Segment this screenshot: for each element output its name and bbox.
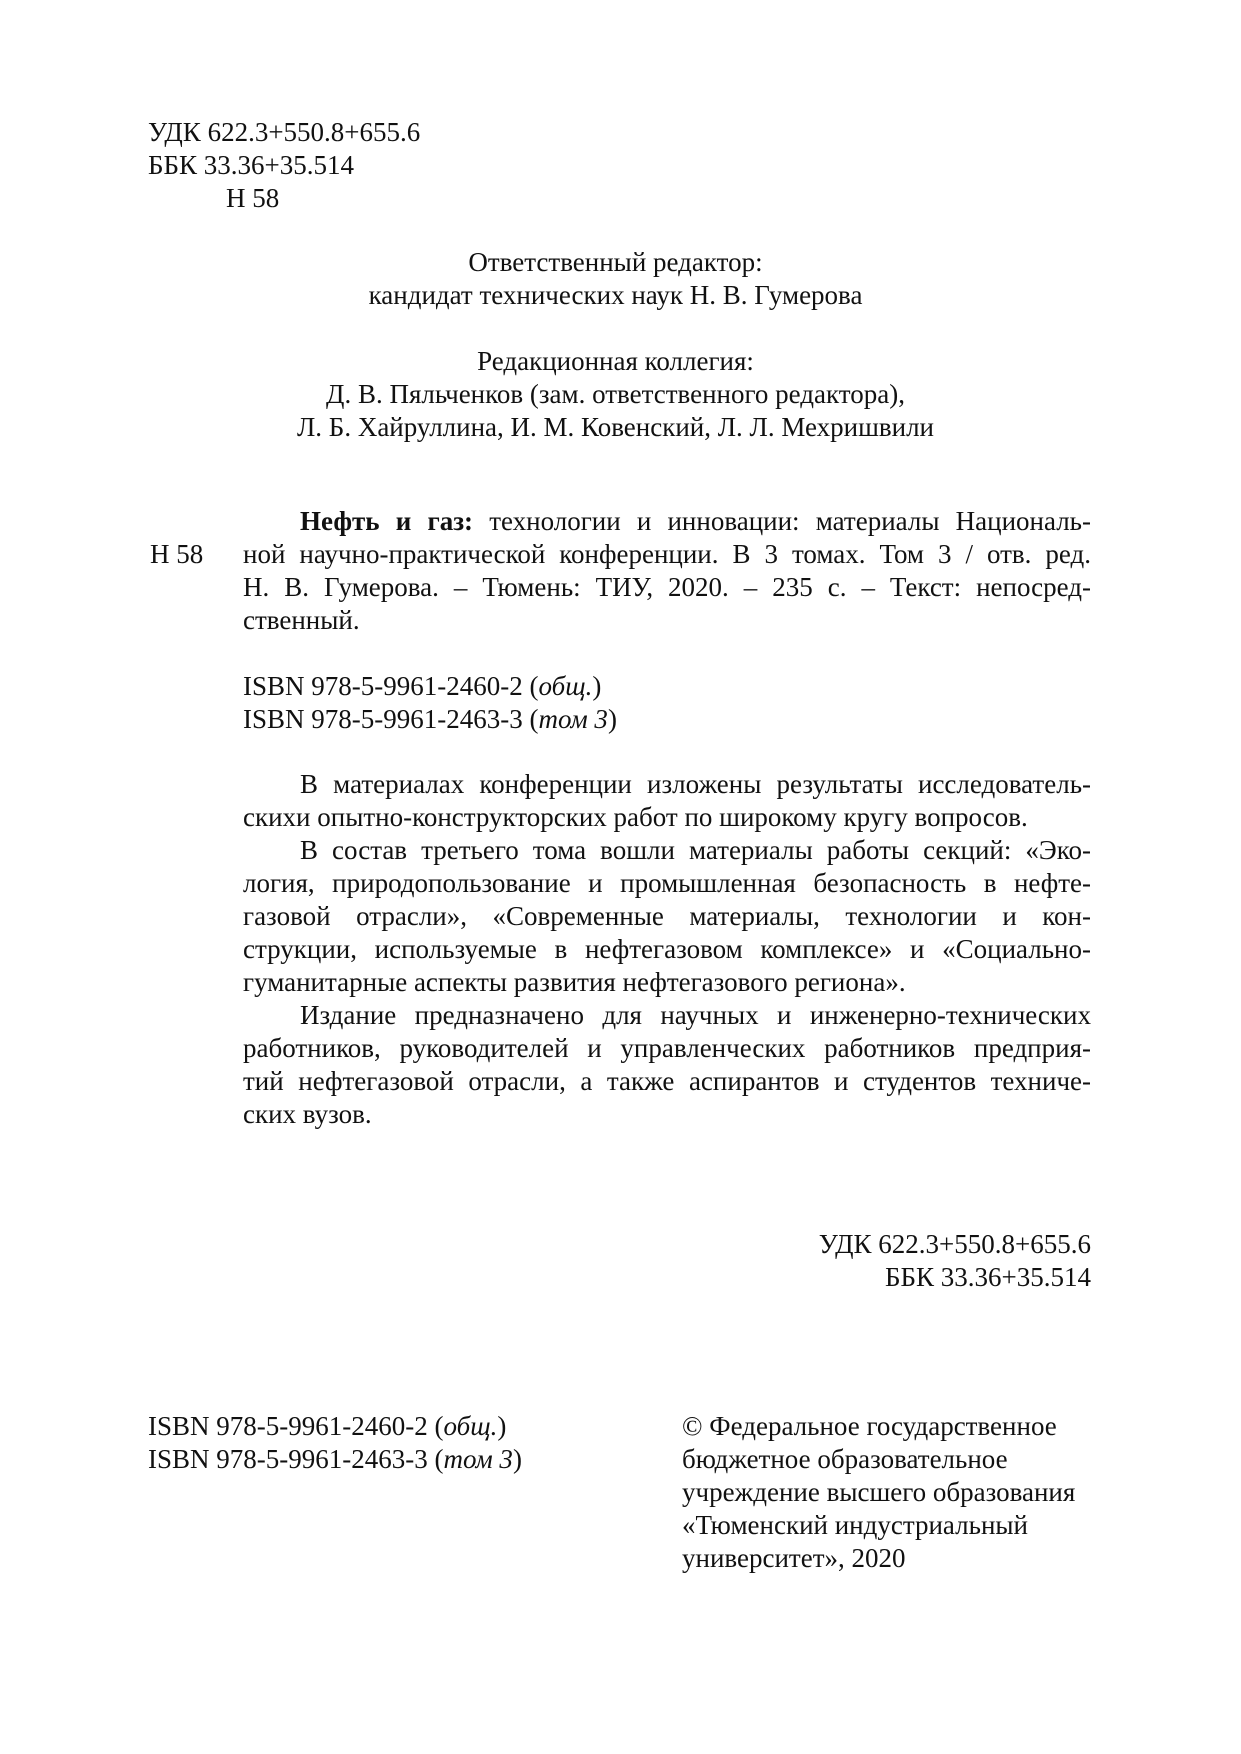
header-udk: УДК 622.3+550.8+655.6 [148,117,421,147]
abstract-p2-line-5: гуманитарные аспекты развития нефтегазового региона». [243,967,906,997]
classification-udk: УДК 622.3+550.8+655.6 [818,1229,1091,1259]
board-line-1: Д. В. Пяльченков (зам. ответственного редактора), [326,379,905,409]
abstract-p1-line-1: В материалах конференции изложены результаты исследователь- [300,769,1091,799]
description-title: Нефть и газ: [300,506,474,536]
copyright-line-1: © Федеральное государственное [682,1411,1057,1441]
header-author-mark: Н 58 [226,183,280,213]
description-line-3: Н. В. Гумерова. – Тюмень: ТИУ, 2020. – 235 с. – Текст: непосред- [243,572,1091,602]
bibliographic-description [243,505,1091,637]
board-label: Редакционная коллегия: [477,346,754,376]
abstract-p3-line-4: ских вузов. [243,1099,372,1129]
isbn-general: ISBN 978-5-9961-2460-2 (общ.) [243,671,602,701]
abstract [243,768,1091,1131]
classification-bbk: ББК 33.36+35.514 [885,1262,1091,1292]
description-line-1: Нефть и газ: технологии и инновации: материалы Националь- [300,506,1091,536]
abstract-p3-line-2: работников, руководителей и управленческих работников предприя- [243,1033,1091,1063]
abstract-p2-line-2: логия, природопользование и промышленная безопасность в нефте- [243,868,1091,898]
editor-label: Ответственный редактор: [468,247,763,277]
editor-name: кандидат технических наук Н. В. Гумерова [368,280,863,310]
copyright-line-2: бюджетное образовательное [682,1444,1008,1474]
abstract-p2-line-4: струкции, используемые в нефтегазовом комплексе» и «Социально- [243,934,1091,964]
description-author-mark: Н 58 [150,539,204,569]
abstract-p3-line-1: Издание предназначено для научных и инженерно-технических [300,1000,1091,1030]
board-line-2: Л. Б. Хайруллина, И. М. Ковенский, Л. Л. Мехришвили [297,412,934,442]
abstract-p2-line-1: В состав третьего тома вошли материалы работы секций: «Эко- [300,835,1091,865]
isbn-volume: ISBN 978-5-9961-2463-3 (том 3) [243,704,617,734]
footer-isbn-volume: ISBN 978-5-9961-2463-3 (том 3) [148,1444,522,1474]
abstract-p3-line-3: тий нефтегазовой отрасли, а также аспирантов и студентов техниче- [243,1066,1091,1096]
abstract-p1-line-2: скихи опытно-конструкторских работ по широкому кругу вопросов. [243,802,1028,832]
copyright-line-4: «Тюменский индустриальный [682,1510,1028,1540]
abstract-p2-line-3: газовой отрасли», «Современные материалы, технологии и кон- [243,901,1091,931]
copyright-line-3: учреждение высшего образования [682,1477,1076,1507]
description-line-4: ственный. [243,605,360,635]
description-line-2: ной научно-практической конференции. В 3 томах. Том 3 / отв. ред. [243,539,1091,569]
footer-isbn-general: ISBN 978-5-9961-2460-2 (общ.) [148,1411,507,1441]
header-bbk: ББК 33.36+35.514 [148,150,354,180]
copyright-line-5: университет», 2020 [682,1543,906,1573]
